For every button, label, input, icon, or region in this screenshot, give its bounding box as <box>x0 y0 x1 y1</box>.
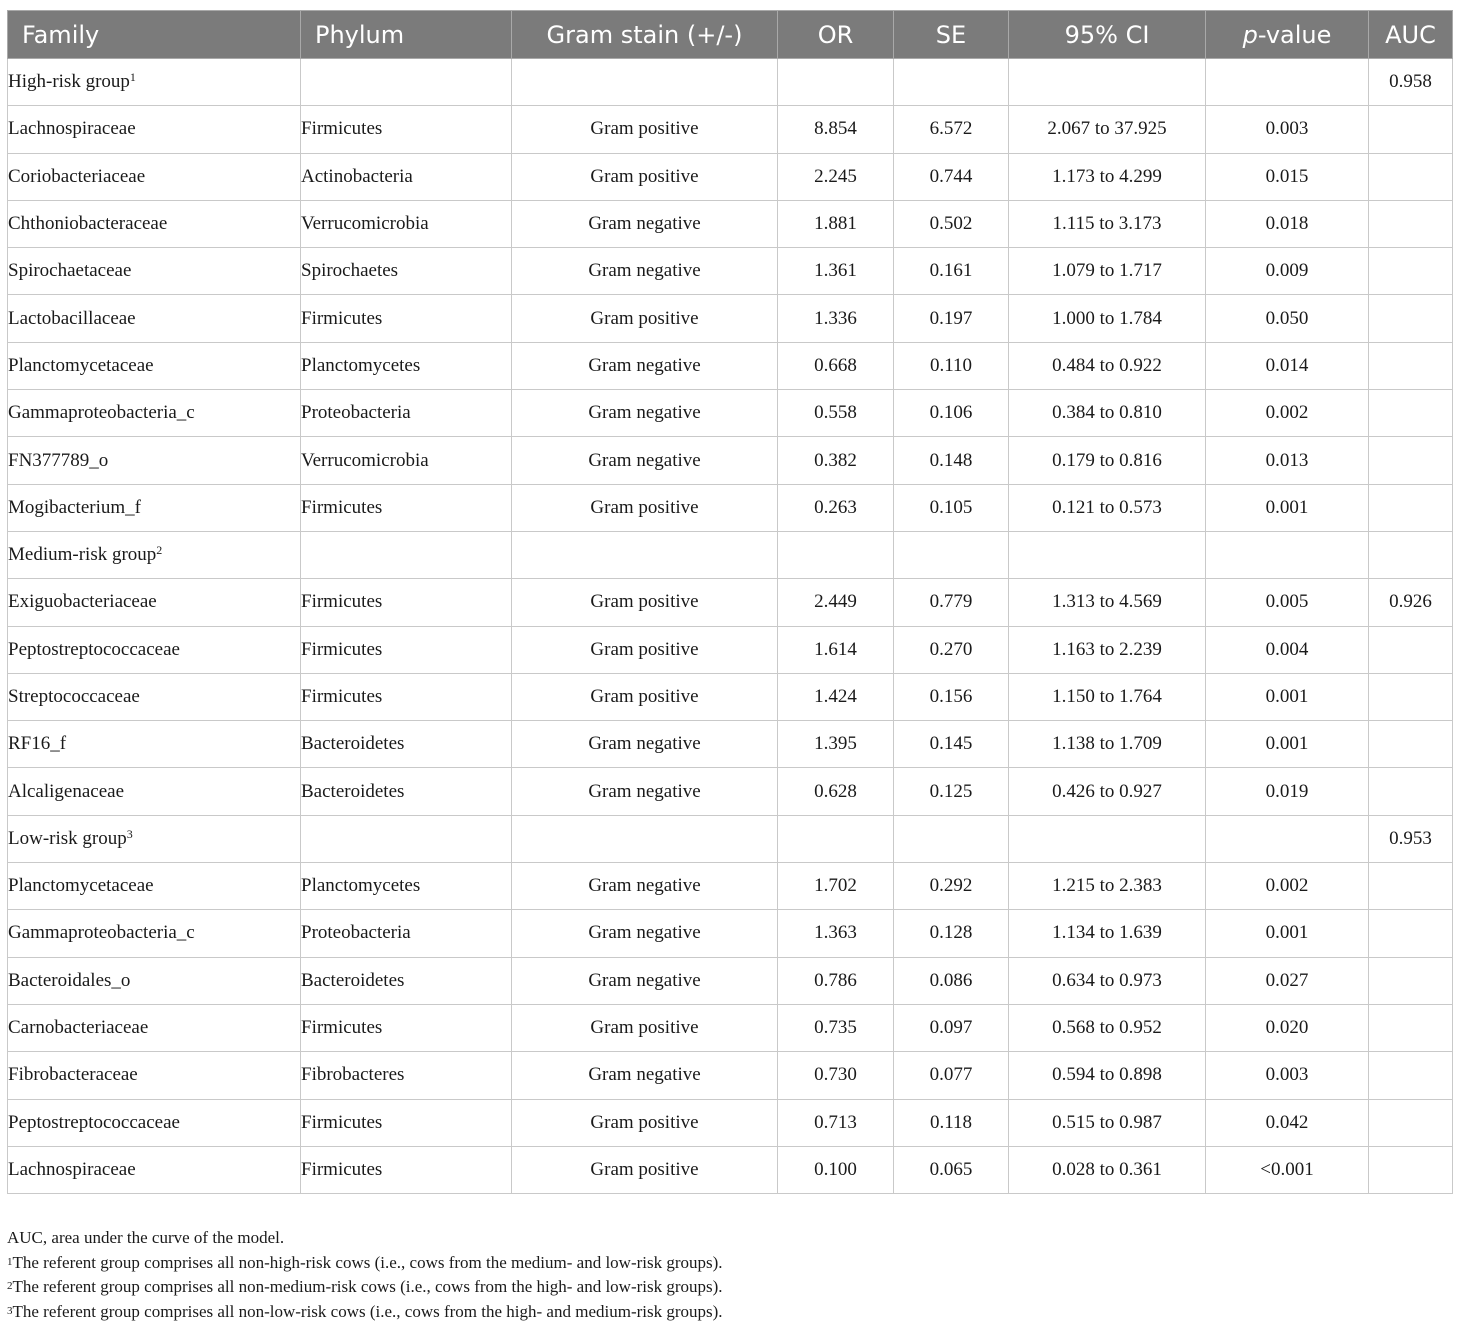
cell-gram: Gram positive <box>512 579 778 626</box>
cell-phylum: Firmicutes <box>301 673 512 720</box>
cell-phylum: Firmicutes <box>301 579 512 626</box>
cell-se: 0.077 <box>894 1052 1009 1099</box>
table-row <box>8 295 1453 342</box>
cell-gram: Gram positive <box>512 153 778 200</box>
cell-se: 0.118 <box>894 1099 1009 1146</box>
cell-family: Peptostreptococcaceae <box>8 1099 301 1146</box>
cell-auc <box>1369 1052 1453 1099</box>
cell-phylum: Bacteroidetes <box>301 768 512 815</box>
cell-gram: Gram positive <box>512 1004 778 1051</box>
table-row <box>8 863 1453 910</box>
group-header-row <box>8 531 1453 578</box>
cell-gram: Gram positive <box>512 106 778 153</box>
cell-or: 0.786 <box>778 957 894 1004</box>
col-header-or: OR <box>778 11 894 59</box>
cell-p-value: 0.018 <box>1206 200 1369 247</box>
col-header-ci: 95% CI <box>1009 11 1206 59</box>
footnote-1-text: The referent group comprises all non-high-risk cows (i.e., cows from the medium- and low-risk groups). <box>12 1252 723 1272</box>
cell-gram: Gram negative <box>512 957 778 1004</box>
table-row <box>8 673 1453 720</box>
group-auc: 0.958 <box>1369 59 1453 106</box>
group-empty-cell <box>894 59 1009 106</box>
cell-family: Bacteroidales_o <box>8 957 301 1004</box>
cell-ci: 1.115 to 3.173 <box>1009 200 1206 247</box>
cell-p-value: 0.027 <box>1206 957 1369 1004</box>
cell-p-value: <0.001 <box>1206 1146 1369 1193</box>
cell-or: 0.730 <box>778 1052 894 1099</box>
table-row <box>8 200 1453 247</box>
footnote-2-marker: 2 <box>7 1280 13 1292</box>
col-header-p-value <box>1206 11 1369 59</box>
cell-auc <box>1369 721 1453 768</box>
cell-phylum: Firmicutes <box>301 1099 512 1146</box>
cell-or: 1.363 <box>778 910 894 957</box>
cell-or: 0.735 <box>778 1004 894 1051</box>
cell-se: 0.128 <box>894 910 1009 957</box>
footnote-abbreviation: AUC, area under the curve of the model. <box>7 1228 285 1247</box>
table-row <box>8 579 1453 626</box>
cell-or: 1.702 <box>778 863 894 910</box>
cell-auc <box>1369 1099 1453 1146</box>
cell-family: Peptostreptococcaceae <box>8 626 301 673</box>
cell-se: 0.086 <box>894 957 1009 1004</box>
group-empty-cell <box>1009 815 1206 862</box>
cell-gram: Gram positive <box>512 1146 778 1193</box>
group-empty-cell <box>301 815 512 862</box>
cell-auc <box>1369 1146 1453 1193</box>
cell-or: 1.361 <box>778 248 894 295</box>
cell-or: 0.100 <box>778 1146 894 1193</box>
cell-family: Spirochaetaceae <box>8 248 301 295</box>
cell-p-value: 0.003 <box>1206 1052 1369 1099</box>
cell-family: Planctomycetaceae <box>8 863 301 910</box>
group-empty-cell <box>301 59 512 106</box>
group-empty-cell <box>778 531 894 578</box>
footnote-2 <box>7 1275 723 1300</box>
cell-or: 8.854 <box>778 106 894 153</box>
cell-gram: Gram negative <box>512 1052 778 1099</box>
cell-se: 0.106 <box>894 390 1009 437</box>
cell-gram: Gram negative <box>512 437 778 484</box>
cell-ci: 2.067 to 37.925 <box>1009 106 1206 153</box>
table-row <box>8 768 1453 815</box>
cell-ci: 0.568 to 0.952 <box>1009 1004 1206 1051</box>
table-row <box>8 721 1453 768</box>
footnote-3-text: The referent group comprises all non-low-risk cows (i.e., cows from the high- and medium-risk groups). <box>12 1301 723 1321</box>
group-label <box>8 59 301 106</box>
cell-or: 0.558 <box>778 390 894 437</box>
cell-phylum: Planctomycetes <box>301 863 512 910</box>
group-header-row <box>8 815 1453 862</box>
cell-auc <box>1369 768 1453 815</box>
cell-p-value: 0.009 <box>1206 248 1369 295</box>
cell-phylum: Bacteroidetes <box>301 721 512 768</box>
table-row <box>8 1004 1453 1051</box>
cell-p-value: 0.004 <box>1206 626 1369 673</box>
results-table <box>7 10 1453 1194</box>
group-empty-cell <box>778 815 894 862</box>
cell-family: Mogibacterium_f <box>8 484 301 531</box>
cell-p-value: 0.042 <box>1206 1099 1369 1146</box>
cell-auc <box>1369 437 1453 484</box>
cell-se: 0.145 <box>894 721 1009 768</box>
cell-or: 0.382 <box>778 437 894 484</box>
table-row <box>8 106 1453 153</box>
cell-p-value: 0.002 <box>1206 863 1369 910</box>
cell-p-value: 0.001 <box>1206 721 1369 768</box>
group-label-text: Medium-risk group <box>8 544 157 566</box>
cell-auc: 0.926 <box>1369 579 1453 626</box>
cell-p-value: 0.013 <box>1206 437 1369 484</box>
cell-gram: Gram negative <box>512 721 778 768</box>
table-row <box>8 910 1453 957</box>
cell-p-value: 0.005 <box>1206 579 1369 626</box>
cell-ci: 1.163 to 2.239 <box>1009 626 1206 673</box>
cell-auc <box>1369 863 1453 910</box>
cell-ci: 1.313 to 4.569 <box>1009 579 1206 626</box>
cell-gram: Gram positive <box>512 484 778 531</box>
cell-se: 0.502 <box>894 200 1009 247</box>
cell-phylum: Firmicutes <box>301 295 512 342</box>
cell-se: 0.110 <box>894 342 1009 389</box>
cell-p-value: 0.014 <box>1206 342 1369 389</box>
cell-gram: Gram positive <box>512 1099 778 1146</box>
cell-se: 6.572 <box>894 106 1009 153</box>
cell-or: 1.881 <box>778 200 894 247</box>
cell-p-value: 0.020 <box>1206 1004 1369 1051</box>
group-empty-cell <box>1206 815 1369 862</box>
group-footnote-marker: 3 <box>126 826 133 841</box>
cell-or: 0.713 <box>778 1099 894 1146</box>
cell-ci: 1.215 to 2.383 <box>1009 863 1206 910</box>
p-suffix: -value <box>1257 20 1332 49</box>
cell-p-value: 0.001 <box>1206 673 1369 720</box>
cell-family: Fibrobacteraceae <box>8 1052 301 1099</box>
col-header-se: SE <box>894 11 1009 59</box>
table-row <box>8 626 1453 673</box>
cell-ci: 0.515 to 0.987 <box>1009 1099 1206 1146</box>
cell-phylum: Verrucomicrobia <box>301 200 512 247</box>
cell-se: 0.105 <box>894 484 1009 531</box>
cell-phylum: Firmicutes <box>301 626 512 673</box>
cell-family: RF16_f <box>8 721 301 768</box>
group-empty-cell <box>1206 531 1369 578</box>
cell-p-value: 0.050 <box>1206 295 1369 342</box>
table-row <box>8 437 1453 484</box>
cell-se: 0.125 <box>894 768 1009 815</box>
cell-gram: Gram positive <box>512 295 778 342</box>
group-auc: 0.953 <box>1369 815 1453 862</box>
cell-p-value: 0.003 <box>1206 106 1369 153</box>
cell-ci: 1.000 to 1.784 <box>1009 295 1206 342</box>
cell-se: 0.270 <box>894 626 1009 673</box>
cell-phylum: Actinobacteria <box>301 153 512 200</box>
table-row <box>8 342 1453 389</box>
cell-gram: Gram negative <box>512 390 778 437</box>
cell-or: 0.628 <box>778 768 894 815</box>
cell-ci: 0.028 to 0.361 <box>1009 1146 1206 1193</box>
cell-phylum: Planctomycetes <box>301 342 512 389</box>
cell-ci: 0.384 to 0.810 <box>1009 390 1206 437</box>
header-row <box>8 11 1453 59</box>
cell-gram: Gram negative <box>512 248 778 295</box>
cell-se: 0.744 <box>894 153 1009 200</box>
cell-family: Exiguobacteriaceae <box>8 579 301 626</box>
cell-or: 1.614 <box>778 626 894 673</box>
cell-gram: Gram positive <box>512 673 778 720</box>
cell-or: 0.263 <box>778 484 894 531</box>
group-empty-cell <box>301 531 512 578</box>
cell-or: 2.449 <box>778 579 894 626</box>
cell-phylum: Spirochaetes <box>301 248 512 295</box>
cell-se: 0.156 <box>894 673 1009 720</box>
p-italic: p <box>1242 20 1258 49</box>
cell-ci: 0.121 to 0.573 <box>1009 484 1206 531</box>
cell-or: 2.245 <box>778 153 894 200</box>
cell-auc <box>1369 484 1453 531</box>
cell-phylum: Proteobacteria <box>301 910 512 957</box>
cell-family: Planctomycetaceae <box>8 342 301 389</box>
cell-p-value: 0.001 <box>1206 910 1369 957</box>
cell-gram: Gram negative <box>512 910 778 957</box>
cell-p-value: 0.002 <box>1206 390 1369 437</box>
cell-gram: Gram negative <box>512 342 778 389</box>
cell-ci: 1.079 to 1.717 <box>1009 248 1206 295</box>
cell-auc <box>1369 342 1453 389</box>
group-auc <box>1369 531 1453 578</box>
cell-auc <box>1369 295 1453 342</box>
cell-family: Chthoniobacteraceae <box>8 200 301 247</box>
cell-auc <box>1369 106 1453 153</box>
cell-gram: Gram negative <box>512 863 778 910</box>
cell-family: Lachnospiraceae <box>8 106 301 153</box>
cell-ci: 1.173 to 4.299 <box>1009 153 1206 200</box>
col-header-family: Family <box>8 11 301 59</box>
cell-se: 0.065 <box>894 1146 1009 1193</box>
cell-se: 0.292 <box>894 863 1009 910</box>
cell-auc <box>1369 1004 1453 1051</box>
cell-phylum: Bacteroidetes <box>301 957 512 1004</box>
cell-ci: 1.138 to 1.709 <box>1009 721 1206 768</box>
group-empty-cell <box>1009 59 1206 106</box>
group-label <box>8 815 301 862</box>
cell-phylum: Firmicutes <box>301 106 512 153</box>
group-empty-cell <box>512 59 778 106</box>
cell-ci: 0.484 to 0.922 <box>1009 342 1206 389</box>
col-header-gram: Gram stain (+/-) <box>512 11 778 59</box>
cell-family: FN377789_o <box>8 437 301 484</box>
cell-se: 0.097 <box>894 1004 1009 1051</box>
cell-gram: Gram negative <box>512 768 778 815</box>
footnote-3 <box>7 1300 723 1325</box>
table-row <box>8 390 1453 437</box>
cell-or: 1.424 <box>778 673 894 720</box>
cell-ci: 0.634 to 0.973 <box>1009 957 1206 1004</box>
cell-gram: Gram positive <box>512 626 778 673</box>
cell-family: Gammaproteobacteria_c <box>8 910 301 957</box>
cell-auc <box>1369 390 1453 437</box>
cell-phylum: Verrucomicrobia <box>301 437 512 484</box>
footnote-3-marker: 3 <box>7 1304 13 1317</box>
cell-family: Alcaligenaceae <box>8 768 301 815</box>
cell-family: Gammaproteobacteria_c <box>8 390 301 437</box>
group-empty-cell <box>512 531 778 578</box>
group-header-row <box>8 59 1453 106</box>
cell-phylum: Firmicutes <box>301 1004 512 1051</box>
cell-auc <box>1369 248 1453 295</box>
footnote-1-marker: 1 <box>7 1255 13 1268</box>
cell-se: 0.148 <box>894 437 1009 484</box>
cell-gram: Gram negative <box>512 200 778 247</box>
table-row <box>8 153 1453 200</box>
table-footnotes <box>7 1226 723 1324</box>
group-empty-cell <box>894 531 1009 578</box>
cell-ci: 1.134 to 1.639 <box>1009 910 1206 957</box>
group-label <box>8 531 301 578</box>
cell-auc <box>1369 673 1453 720</box>
group-footnote-marker: 1 <box>129 70 136 85</box>
cell-ci: 1.150 to 1.764 <box>1009 673 1206 720</box>
table-row <box>8 1052 1453 1099</box>
cell-family: Lactobacillaceae <box>8 295 301 342</box>
cell-auc <box>1369 626 1453 673</box>
cell-phylum: Firmicutes <box>301 1146 512 1193</box>
table-row <box>8 248 1453 295</box>
col-header-phylum: Phylum <box>301 11 512 59</box>
group-empty-cell <box>1009 531 1206 578</box>
cell-family: Lachnospiraceae <box>8 1146 301 1193</box>
group-empty-cell <box>778 59 894 106</box>
table-row <box>8 484 1453 531</box>
cell-p-value: 0.015 <box>1206 153 1369 200</box>
table-row <box>8 1099 1453 1146</box>
cell-or: 0.668 <box>778 342 894 389</box>
cell-or: 1.336 <box>778 295 894 342</box>
cell-se: 0.161 <box>894 248 1009 295</box>
cell-ci: 0.179 to 0.816 <box>1009 437 1206 484</box>
group-empty-cell <box>894 815 1009 862</box>
group-label-text: Low-risk group <box>8 827 127 849</box>
cell-ci: 0.594 to 0.898 <box>1009 1052 1206 1099</box>
cell-phylum: Firmicutes <box>301 484 512 531</box>
cell-family: Streptococcaceae <box>8 673 301 720</box>
group-label-text: High-risk group <box>8 71 130 93</box>
table-row <box>8 1146 1453 1193</box>
table-row <box>8 957 1453 1004</box>
group-footnote-marker: 2 <box>156 543 163 558</box>
cell-auc <box>1369 200 1453 247</box>
cell-auc <box>1369 153 1453 200</box>
cell-phylum: Fibrobacteres <box>301 1052 512 1099</box>
group-empty-cell <box>1206 59 1369 106</box>
cell-p-value: 0.001 <box>1206 484 1369 531</box>
cell-auc <box>1369 957 1453 1004</box>
cell-family: Carnobacteriaceae <box>8 1004 301 1051</box>
cell-auc <box>1369 910 1453 957</box>
col-header-auc: AUC <box>1369 11 1453 59</box>
cell-ci: 0.426 to 0.927 <box>1009 768 1206 815</box>
cell-phylum: Proteobacteria <box>301 390 512 437</box>
cell-se: 0.779 <box>894 579 1009 626</box>
cell-family: Coriobacteriaceae <box>8 153 301 200</box>
group-empty-cell <box>512 815 778 862</box>
cell-se: 0.197 <box>894 295 1009 342</box>
footnote-1 <box>7 1251 723 1276</box>
cell-p-value: 0.019 <box>1206 768 1369 815</box>
cell-or: 1.395 <box>778 721 894 768</box>
table-body <box>8 59 1453 1194</box>
footnote-2-text: The referent group comprises all non-medium-risk cows (i.e., cows from the high- and low-risk groups). <box>12 1277 723 1296</box>
